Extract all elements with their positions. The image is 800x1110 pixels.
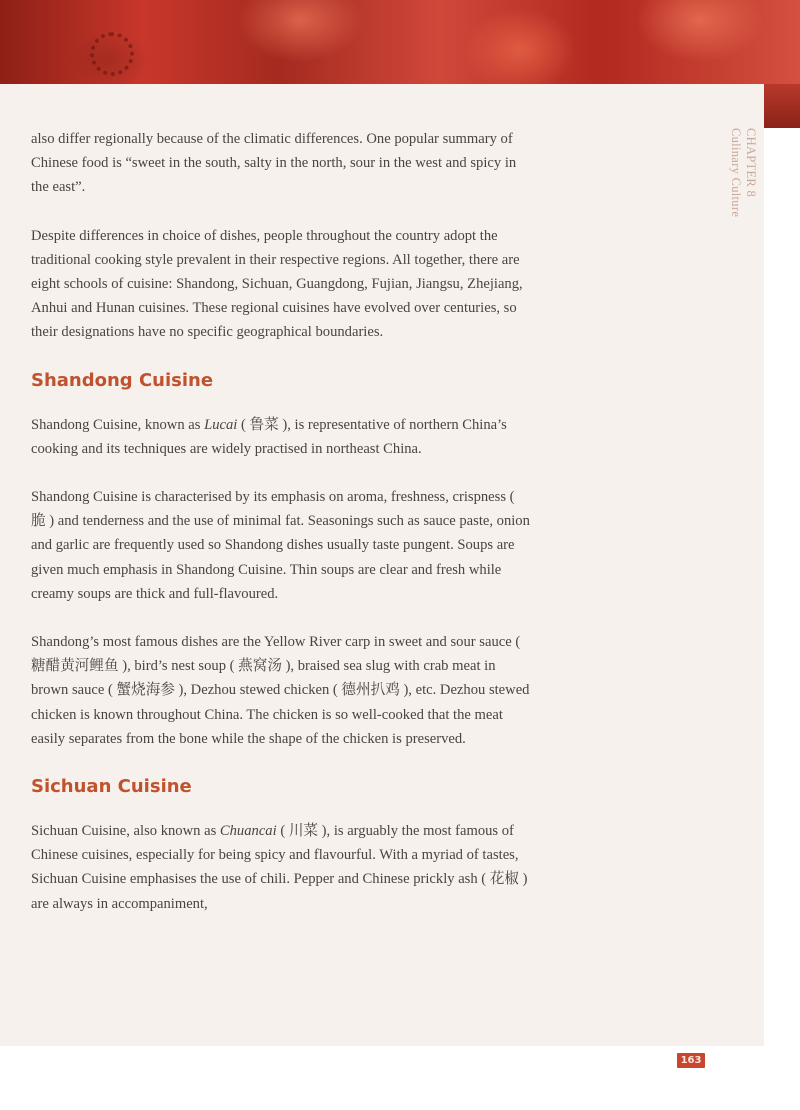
paragraph-shandong-1	[31, 413, 531, 461]
text-run: ( 川菜 ), is arguably the most famous of Chinese cuisines, especially for being spicy and flavourful. With a myriad of tastes, Sichuan Cuisine emphasises the use of chili. Pepper and Chinese prickly ash ( 花椒 ) are always in accompaniment,	[31, 823, 528, 912]
chapter-title: Culinary Culture	[729, 128, 743, 218]
italic-term: Lucai	[204, 416, 238, 433]
chapter-tab	[764, 84, 800, 128]
paragraph-intro-1: also differ regionally because of the climatic differences. One popular summary of Chinese food is “sweet in the south, salty in the north, sour in the west and spicy in the east”.	[31, 131, 517, 196]
chapter-label: CHAPTER 8	[744, 128, 758, 198]
text-run: ( 鲁菜 ), is representative of northern China’s cooking and its techniques are widely practised in northeast China.	[31, 416, 507, 457]
main-text	[31, 127, 531, 940]
paragraph-shandong-2: Shandong Cuisine is characterised by its emphasis on aroma, freshness, crispness ( 脆 ) and tenderness and the use of minimal fat. Seasonings such as sauce paste, onion and garlic are frequently used so Shandong dishes usually taste pungent. Soups are given much emphasis in Shandong Cuisine. Thin soups are clear and fresh while creamy soups are thick and full-flavoured.	[31, 489, 530, 602]
paragraph-shandong-3: Shandong’s most famous dishes are the Yellow River carp in sweet and sour sauce ( 糖醋黄河鲤鱼 ), bird’s nest soup ( 燕窝汤 ), braised sea slug with crab meat in brown sauce ( 蟹烧海参 ), Dezhou stewed chicken ( 德州扒鸡 ), etc. Dezhou stewed chicken is known throughout China. The chicken is so well-cooked that the meat easily separates from the bone while the shape of the chicken is preserved.	[31, 634, 530, 747]
page-number-badge: 163	[677, 1053, 705, 1068]
section-heading-shandong: Shandong Cuisine	[31, 369, 214, 391]
header-banner-image	[0, 0, 800, 84]
decorative-lantern-icon	[90, 32, 134, 76]
paragraph-sichuan-1	[31, 819, 531, 916]
text-run: Shandong Cuisine, known as	[31, 416, 205, 433]
text-run: Sichuan Cuisine, also known as	[31, 823, 220, 840]
running-head	[728, 128, 758, 217]
italic-term: Chuancai	[219, 823, 277, 840]
section-heading-sichuan: Sichuan Cuisine	[31, 776, 192, 798]
paragraph-intro-2: Despite differences in choice of dishes, people throughout the country adopt the traditional cooking style prevalent in their respective regions. All together, there are eight schools of cuisine: Shandong, Sichuan, Guangdong, Fujian, Jiangsu, Zhejiang, Anhui and Hunan cuisines. These regional cuisines have evolved over centuries, so their designations have no specific geographical boundaries.	[31, 227, 523, 341]
